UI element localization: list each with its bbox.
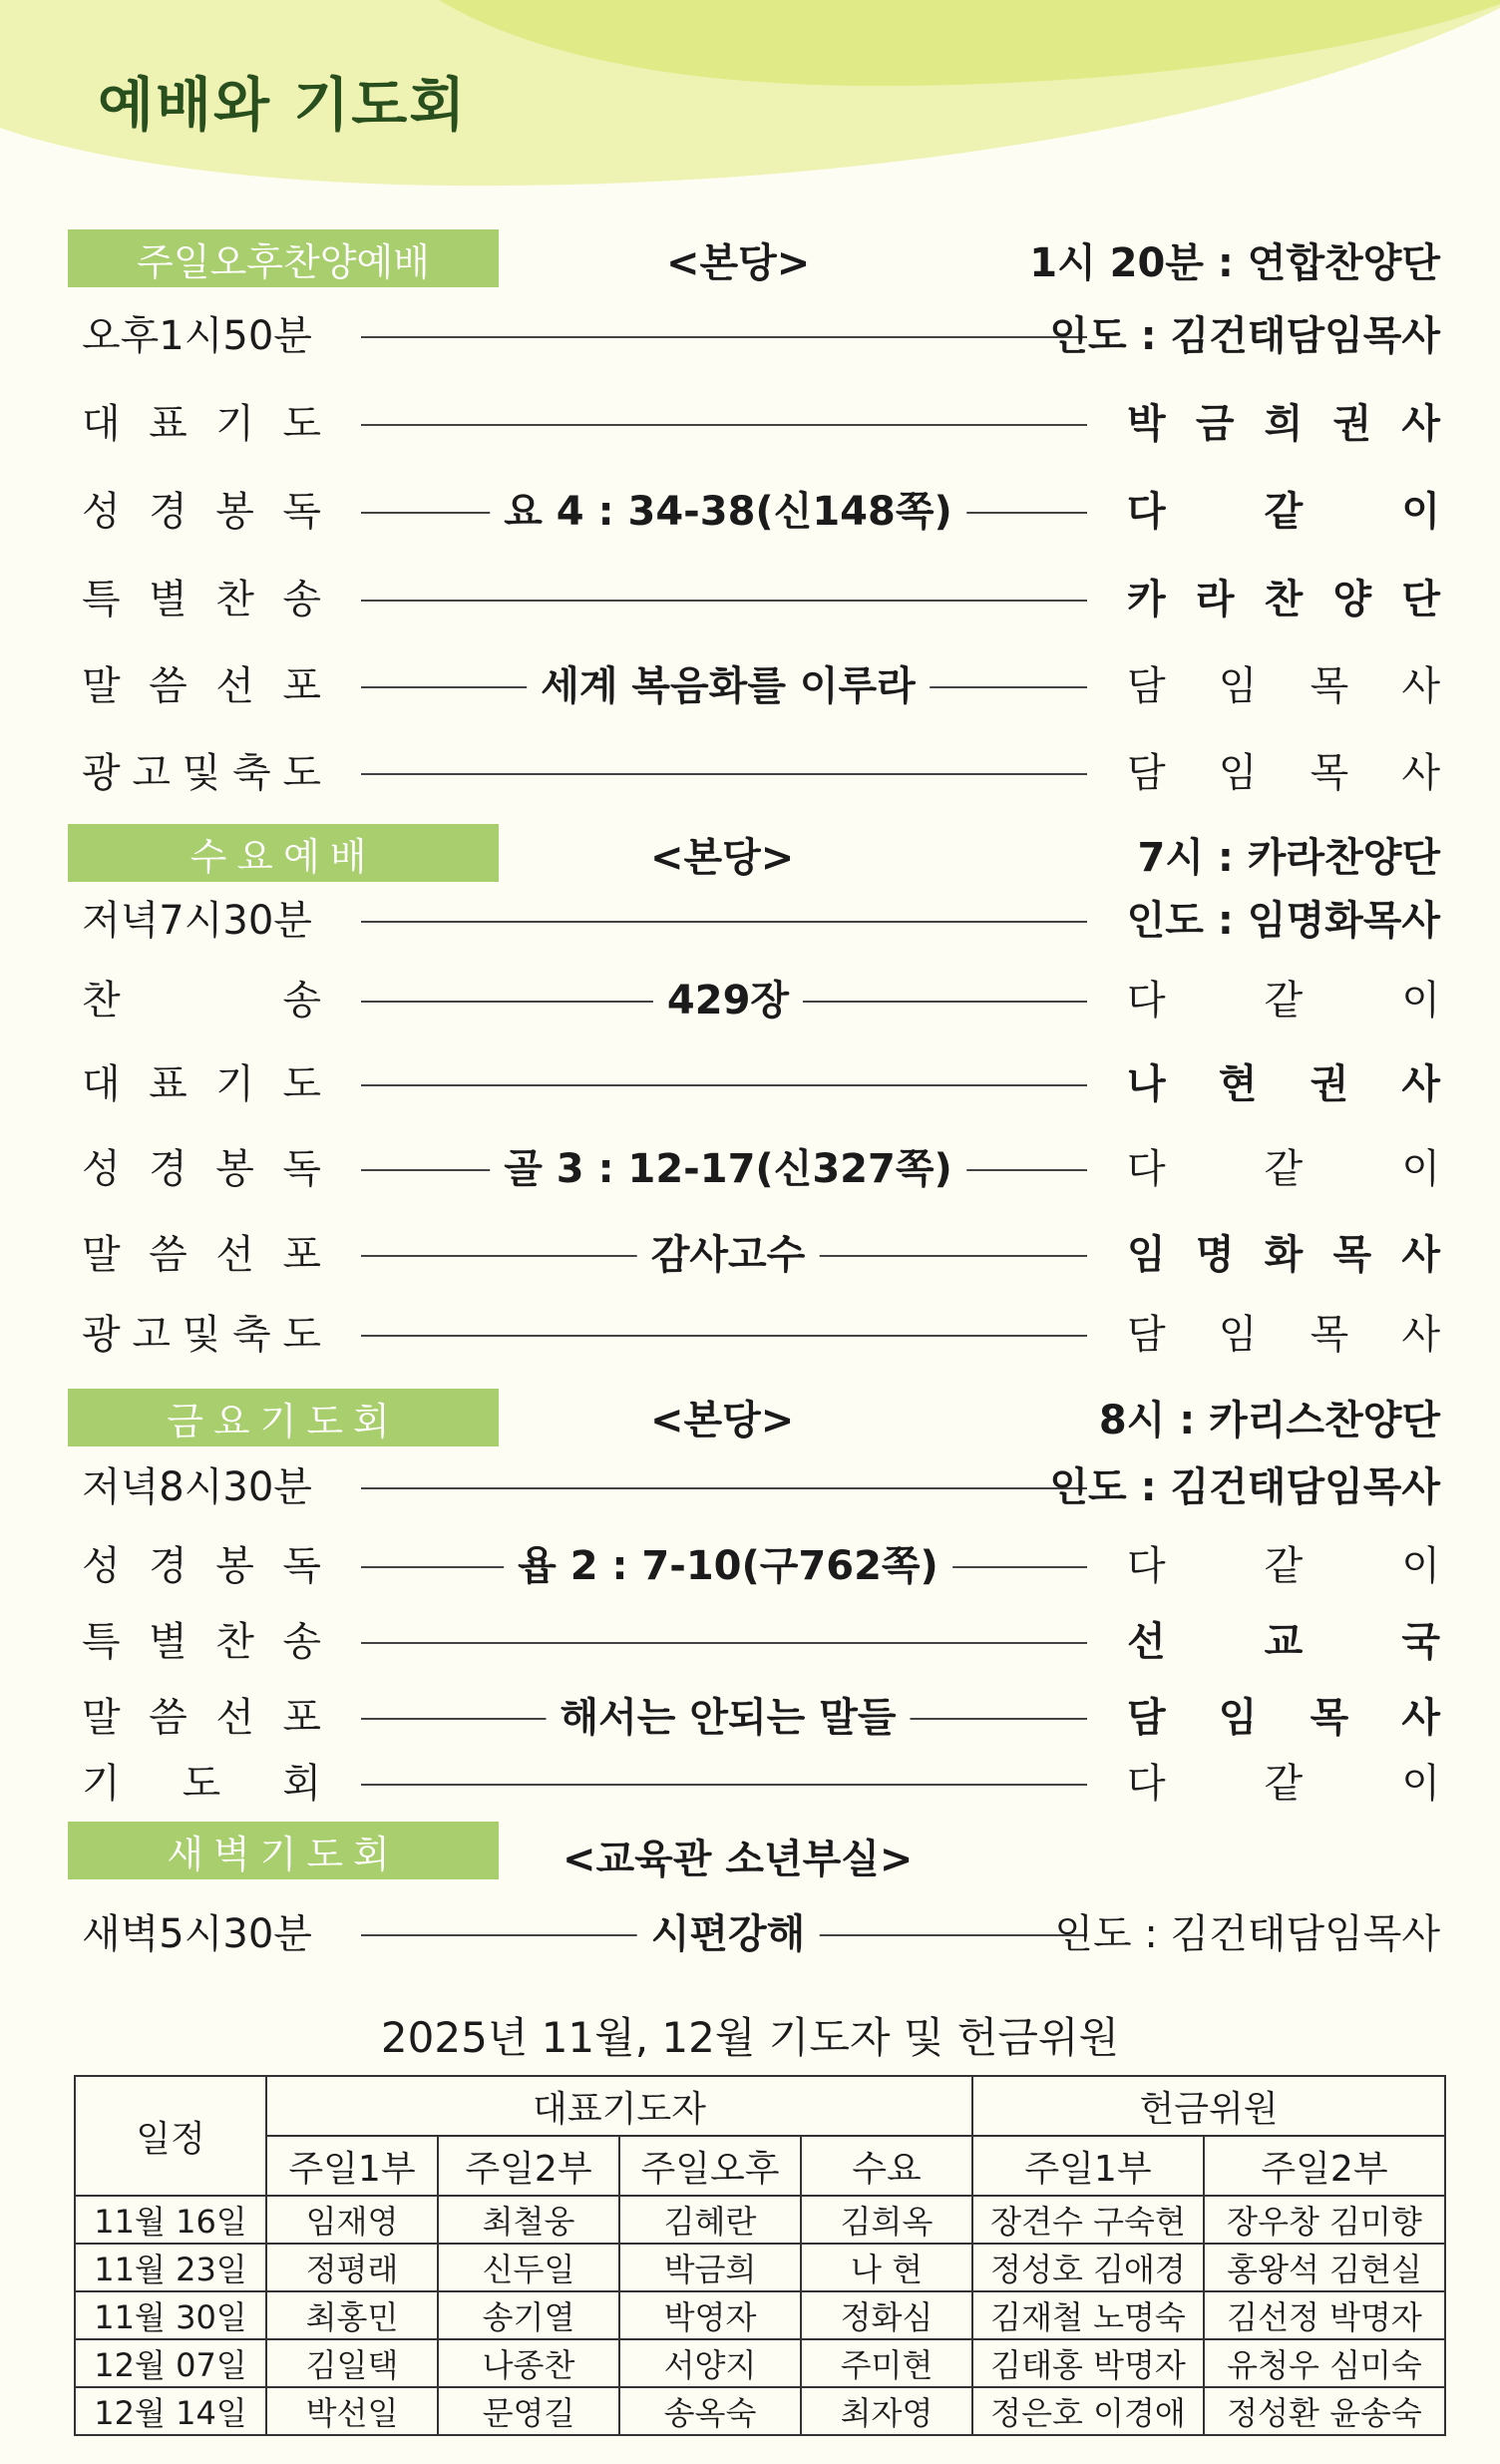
section-time-leader: 1시 20분 : 연합찬양단: [1029, 240, 1440, 286]
program-label: 새벽5시30분: [82, 1911, 312, 1957]
program-label: 저녁8시30분: [82, 1464, 312, 1510]
program-leader: 인도 : 임명화목사: [1126, 898, 1440, 944]
name-cell: 송옥숙: [619, 2387, 801, 2435]
program-content: 골 3 : 12-17(신327쪽): [490, 1133, 966, 1205]
name-cell: 장견수 구숙현: [972, 2196, 1204, 2244]
program-row: [82, 1682, 1440, 1754]
name-cell: 유청우 심미숙: [1204, 2339, 1445, 2387]
program-label: 광 고 및 축 도: [82, 1312, 321, 1358]
name-cell: 김혜란: [619, 2196, 801, 2244]
leader-line: [361, 1084, 1087, 1086]
program-leader: 담 임 목 사: [1127, 1695, 1440, 1741]
section-location: <교육관 소년부실>: [562, 1837, 914, 1882]
program-label: 말 씀 선 포: [82, 1695, 321, 1741]
program-label: 대 표 기 도: [82, 401, 321, 447]
name-cell: 나 현: [801, 2244, 972, 2291]
program-leader: 인도 : 김건태담임목사: [1049, 313, 1440, 359]
sub-header: 주일1부: [972, 2136, 1204, 2196]
date-cell: 11월 30일: [75, 2291, 266, 2339]
program-content: 세계 복음화를 이루라: [527, 650, 930, 722]
date-cell: 12월 14일: [75, 2387, 266, 2435]
name-cell: 김재철 노명숙: [972, 2291, 1204, 2339]
section-time-leader: 7시 : 카라찬양단: [1137, 835, 1440, 881]
page-title: 예배와 기도회: [98, 71, 468, 139]
date-cell: 11월 16일: [75, 2196, 266, 2244]
program-content: 해서는 안되는 말들: [547, 1682, 911, 1754]
name-cell: 박금희: [619, 2244, 801, 2291]
name-cell: 박선일: [266, 2387, 438, 2435]
program-leader: 다 같 이: [1127, 978, 1440, 1024]
table-title: 2025년 11월, 12월 기도자 및 헌금위원: [380, 2013, 1120, 2062]
program-leader: 다 같 이: [1127, 1543, 1440, 1589]
program-content: 감사고수: [637, 1219, 820, 1291]
name-cell: 주미현: [801, 2339, 972, 2387]
program-row: [82, 1133, 1440, 1205]
program-row: [82, 476, 1440, 548]
section-badge: 새벽기도회: [68, 1822, 499, 1879]
program-label: 성 경 봉 독: [82, 1146, 321, 1192]
program-row: [82, 1748, 1440, 1820]
program-row: [82, 564, 1440, 635]
name-cell: 김태홍 박명자: [972, 2339, 1204, 2387]
program-leader: 다 같 이: [1127, 1146, 1440, 1192]
program-leader: 다 같 이: [1127, 1761, 1440, 1807]
name-cell: 최철웅: [438, 2196, 619, 2244]
name-cell: 홍왕석 김현실: [1204, 2244, 1445, 2291]
program-label: 기 도 회: [82, 1761, 321, 1807]
leader-line: [361, 424, 1087, 426]
program-row: [82, 1219, 1440, 1291]
sub-header: 주일1부: [266, 2136, 438, 2196]
name-cell: 정평래: [266, 2244, 438, 2291]
section-location: <본당>: [650, 835, 795, 881]
name-cell: 박영자: [619, 2291, 801, 2339]
leader-line: [361, 336, 1087, 338]
prayer-offering-table: [74, 2075, 1446, 2436]
program-row: [82, 388, 1440, 460]
table-row: [75, 2244, 1445, 2291]
program-leader: 인도 : 김건태담임목사: [1054, 1911, 1440, 1957]
prayer-group-header: 대표기도자: [266, 2076, 972, 2136]
section-badge: 주일오후찬양예배: [68, 229, 499, 287]
name-cell: 최홍민: [266, 2291, 438, 2339]
section-time-leader: 8시 : 카리스찬양단: [1098, 1398, 1440, 1443]
name-cell: 장우창 김미향: [1204, 2196, 1445, 2244]
program-label: 광 고 및 축 도: [82, 750, 321, 796]
leader-line: [361, 1784, 1087, 1786]
name-cell: 나종찬: [438, 2339, 619, 2387]
program-leader: 박 금 희 권 사: [1127, 401, 1440, 447]
program-label: 오후1시50분: [82, 313, 312, 359]
name-cell: 정성호 김애경: [972, 2244, 1204, 2291]
name-cell: 서양지: [619, 2339, 801, 2387]
name-cell: 김일택: [266, 2339, 438, 2387]
sub-header: 주일오후: [619, 2136, 801, 2196]
program-label: 성 경 봉 독: [82, 1543, 321, 1589]
program-label: 말 씀 선 포: [82, 663, 321, 709]
program-row: [82, 1451, 1440, 1523]
program-content: 요 4 : 34-38(신148쪽): [490, 476, 966, 548]
program-leader: 나 현 권 사: [1127, 1061, 1440, 1107]
program-row: [82, 1606, 1440, 1678]
program-content: 욥 2 : 7-10(구762쪽): [504, 1530, 952, 1602]
section-location: <본당>: [650, 1398, 795, 1443]
name-cell: 정화심: [801, 2291, 972, 2339]
program-leader: 다 같 이: [1127, 489, 1440, 535]
program-row: [82, 737, 1440, 809]
name-cell: 김선정 박명자: [1204, 2291, 1445, 2339]
program-row: [82, 1048, 1440, 1120]
program-leader: 담 임 목 사: [1127, 663, 1440, 709]
name-cell: 최자영: [801, 2387, 972, 2435]
program-label: 찬 송: [82, 978, 321, 1024]
name-cell: 정은호 이경애: [972, 2387, 1204, 2435]
program-label: 말 씀 선 포: [82, 1232, 321, 1278]
name-cell: 신두일: [438, 2244, 619, 2291]
leader-line: [361, 1642, 1087, 1644]
table-row: [75, 2387, 1445, 2435]
table-row: [75, 2339, 1445, 2387]
name-cell: 문영길: [438, 2387, 619, 2435]
program-label: 저녁7시30분: [82, 898, 312, 944]
table-row: [75, 2196, 1445, 2244]
leader-line: [361, 600, 1087, 602]
program-leader: 인도 : 김건태담임목사: [1049, 1464, 1440, 1510]
sub-header: 수요: [801, 2136, 972, 2196]
col-date-header: 일정: [75, 2076, 266, 2196]
section-badge: 수요예배: [68, 824, 499, 882]
offering-group-header: 헌금위원: [972, 2076, 1445, 2136]
program-label: 대 표 기 도: [82, 1061, 321, 1107]
leader-line: [361, 1487, 1087, 1489]
program-row: [82, 650, 1440, 722]
table-row: [75, 2291, 1445, 2339]
program-row: [82, 1530, 1440, 1602]
name-cell: 임재영: [266, 2196, 438, 2244]
name-cell: 송기열: [438, 2291, 619, 2339]
program-content: 429장: [653, 965, 803, 1036]
leader-line: [361, 921, 1087, 923]
program-row: [82, 965, 1440, 1036]
program-label: 성 경 봉 독: [82, 489, 321, 535]
program-row: [82, 300, 1440, 372]
date-cell: 12월 07일: [75, 2339, 266, 2387]
sub-header: 주일2부: [1204, 2136, 1445, 2196]
section-location: <본당>: [666, 240, 811, 286]
date-cell: 11월 23일: [75, 2244, 266, 2291]
name-cell: 김희옥: [801, 2196, 972, 2244]
program-content: 시편강해: [637, 1898, 820, 1970]
program-leader: 카 라 찬 양 단: [1127, 577, 1440, 622]
name-cell: 정성환 윤송숙: [1204, 2387, 1445, 2435]
leader-line: [361, 773, 1087, 775]
section-badge: 금요기도회: [68, 1389, 499, 1446]
leader-line: [361, 1335, 1087, 1337]
program-leader: 담 임 목 사: [1127, 750, 1440, 796]
program-row: [82, 885, 1440, 957]
program-leader: 선 교 국: [1127, 1619, 1440, 1665]
program-leader: 담 임 목 사: [1127, 1312, 1440, 1358]
sub-header: 주일2부: [438, 2136, 619, 2196]
program-label: 특 별 찬 송: [82, 577, 321, 622]
program-row: [82, 1299, 1440, 1371]
program-label: 특 별 찬 송: [82, 1619, 321, 1665]
program-row: [82, 1898, 1440, 1970]
program-leader: 임 명 화 목 사: [1127, 1232, 1440, 1278]
